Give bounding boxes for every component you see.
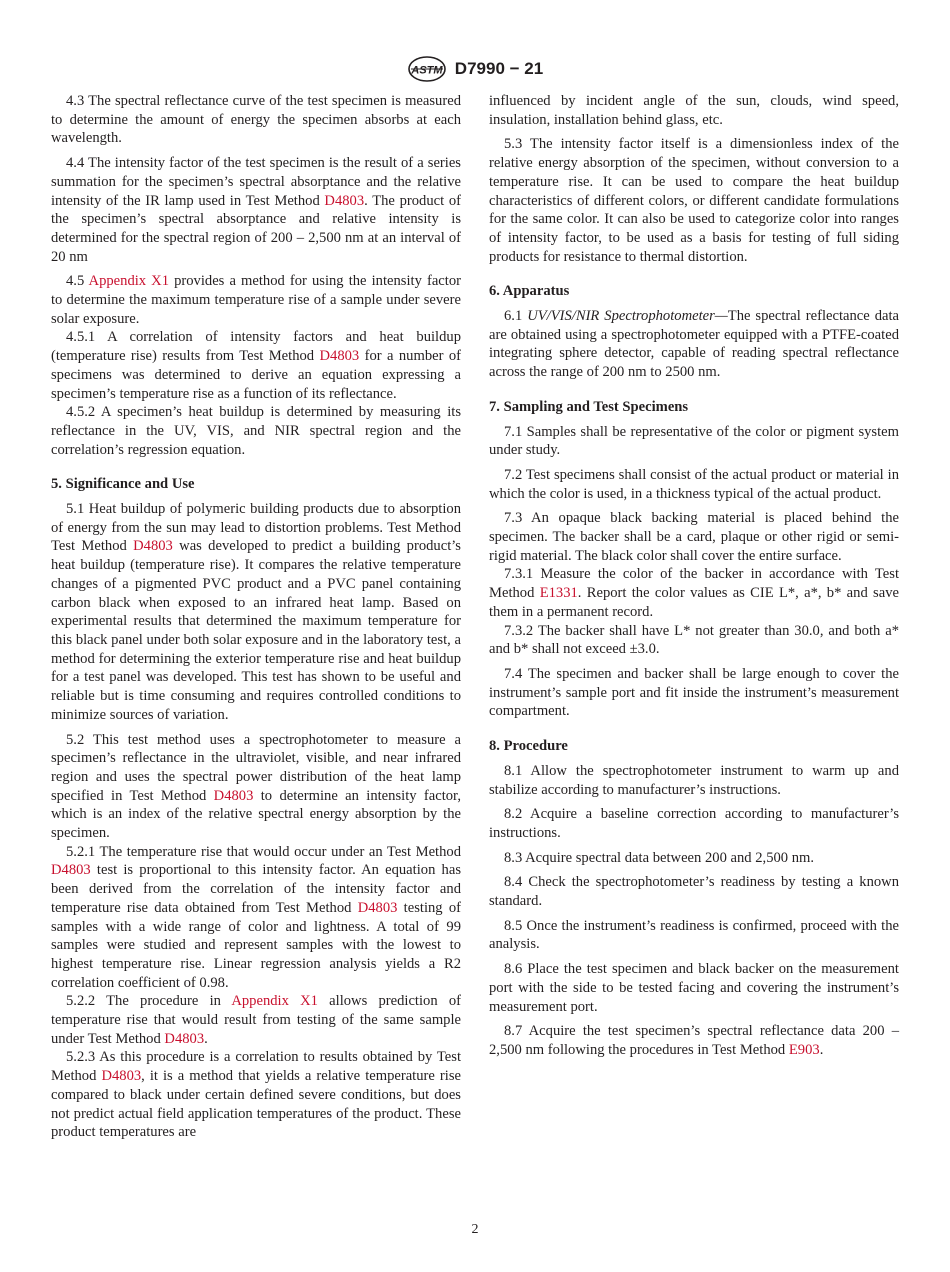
text-run: 8.7 Acquire the test specimen’s spectral reflectance data 200 – 2,500 nm following the procedures in Test Method — [489, 1023, 899, 1058]
reference-link-d4803[interactable]: D4803 — [164, 1030, 205, 1047]
text-run: 8.3 Acquire spectral data between 200 and 2,500 nm. — [504, 849, 815, 866]
astm-logo-text: ASTM — [411, 64, 443, 77]
paragraph — [51, 992, 461, 1048]
paragraph — [489, 1022, 899, 1059]
text-run: 5.2 This test method uses a spectrophotometer to measure a specimen’s reflectance in the ultraviolet, visible, and near infrared region and uses the spectral power distribution of the heat lamp specified in Test Method — [51, 731, 461, 804]
page-header — [0, 56, 950, 82]
text-run: 4.5 — [66, 273, 89, 290]
reference-link-d4803[interactable]: D4803 — [357, 899, 398, 916]
text-run: influenced by incident angle of the sun, clouds, wind speed, insulation, installation behind glass, etc. — [489, 93, 899, 128]
section-heading-6-apparatus: 6. Apparatus — [489, 283, 570, 300]
section-heading-8-procedure: 8. Procedure — [489, 738, 568, 755]
page-number: 2 — [471, 1222, 479, 1237]
paragraph — [489, 622, 899, 659]
text-run: 6.1 — [504, 308, 528, 325]
reference-link-d4803[interactable]: D4803 — [319, 348, 360, 365]
paragraph — [489, 762, 899, 799]
text-run: provides a method for using the intensity factor to determine the maximum temperature rise of a sample under severe solar exposure. — [51, 273, 461, 327]
text-run: to determine an intensity factor, which is an index of the relative spectral energy absorption by the specimen. — [51, 787, 461, 842]
reference-link-e1331[interactable]: E1331 — [539, 585, 578, 602]
paragraph — [51, 1048, 461, 1142]
paragraph — [489, 423, 899, 460]
document-number: D7990 − 21 — [454, 59, 544, 78]
text-run: . — [204, 1030, 208, 1047]
text-run: . Report the color values as CIE L*, a*, b* and save them in a permanent record. — [489, 585, 899, 620]
text-run: The spectral reflectance data are obtained using a spectrophotometer equipped with a PTFE-coated integrating sphere detector, capable of reading spectral reflectance across the range of 200 nm to 2500 nm. — [489, 308, 899, 381]
paragraph — [51, 92, 461, 148]
paragraph — [51, 500, 461, 724]
paragraph — [489, 873, 899, 910]
text-run: . The product of the specimen’s spectral absorptance and relative intensity is determined for the spectral region of 200 – 2,500 nm at an interval of 20 nm — [51, 192, 461, 265]
text-run: , it is a method that yields a relative temperature rise compared to black under certain defined severe conditions, but does not predict actual field application temperatures of the product. These product temperatures are — [51, 1068, 461, 1141]
paragraph — [489, 849, 899, 868]
reference-link-appendix-x1[interactable]: Appendix X1 — [88, 273, 170, 290]
text-run: 4.5.1 A correlation of intensity factors and heat buildup (temperature rise) results from Test Method — [51, 329, 461, 365]
paragraph — [51, 731, 461, 843]
reference-link-d4803[interactable]: D4803 — [51, 862, 91, 879]
text-run: allows prediction of temperature rise that would result from testing of the same sample under Test Method — [51, 993, 462, 1047]
text-run: 5.1 Heat buildup of polymeric building products due to absorption of energy from the sun may lead to distortion problems. Test Method Test Method — [51, 501, 461, 555]
paragraph — [489, 466, 899, 503]
text-run: 5.3 The intensity factor itself is a dimensionless index of the relative energy absorption of the specimen, without conversion to a temperature rise. It can be used to compare the heat buildup characteristics of different colors, or different candidate formulations for the same color. It can also be used to categorize color into ranges of intensity factor, to be used as a basis for testing of full siding products for resistance to thermal distortion. — [489, 136, 899, 265]
text-run: 5.2.1 The temperature rise that would occur under an Test Method — [66, 843, 461, 860]
paragraph — [51, 272, 461, 328]
reference-link-d4803[interactable]: D4803 — [324, 192, 365, 209]
text-run: 7.3 An opaque black backing material is placed behind the specimen. The backer shall be a card, plaque or other rigid or semi-rigid material. The black color shall cover the entire surface. — [489, 510, 899, 564]
text-run: 5.2.3 As this procedure is a correlation to results obtained by Test Method — [51, 1049, 461, 1085]
paragraph — [489, 960, 899, 1016]
term-italic: UV/VIS/NIR Spectrophotometer— — [527, 308, 728, 325]
text-run: 7.4 The specimen and backer shall be large enough to cover the instrument’s sample port and fit inside the instrument’s measurement compartment. — [489, 665, 899, 720]
paragraph — [51, 328, 461, 403]
paragraph — [489, 307, 899, 382]
text-run: 7.2 Test specimens shall consist of the actual product or material in which the color is used, in a thickness typical of the actual product. — [489, 466, 899, 502]
text-run: 8.4 Check the spectrophotometer’s readiness by testing a known standard. — [489, 874, 899, 910]
text-run: 7.1 Samples shall be representative of the color or pigment system under study. — [489, 423, 899, 459]
text-run: 8.6 Place the test specimen and black backer on the measurement port with the side to be tested facing and covering the instrument’s measurement port. — [489, 961, 899, 1015]
reference-link-d4803[interactable]: D4803 — [101, 1068, 142, 1085]
paragraph — [489, 135, 899, 266]
paragraph — [51, 843, 461, 993]
text-run: testing of samples with a wide range of color and lightness. A total of 99 samples were studied and represent samples with the lowest to highest temperature rise. Linear regression analysis yields a R2 correlation coefficient of 0.98. — [51, 899, 461, 991]
text-run: 4.5.2 A specimen’s heat buildup is determined by measuring its reflectance in the UV, VIS, and NIR spectral region and the correlation’s regression equation. — [51, 404, 461, 458]
left-column — [51, 92, 461, 1142]
text-run: test is proportional to this intensity factor. An equation has been derived from the correlation of the intensity factor and temperature rise data obtained from Test Method — [51, 862, 461, 916]
text-run: 8.1 Allow the spectrophotometer instrument to warm up and stabilize according to manufacturer’s instructions. — [489, 762, 899, 798]
section-heading-5-significance-and-use: 5. Significance and Use — [51, 476, 195, 493]
text-run: 7.3.2 The backer shall have L* not greater than 30.0, and both a* and b* shall not exceed ±3.0. — [489, 622, 899, 658]
paragraph — [489, 92, 899, 129]
astm-logo-icon — [407, 56, 447, 82]
paragraph — [51, 154, 461, 266]
paragraph — [51, 403, 461, 459]
paragraph — [489, 565, 899, 621]
text-run: 4.3 The spectral reflectance curve of the test specimen is measured to determine the amount of energy the specimen absorbs at each wavelength. — [51, 93, 461, 147]
section-heading-7-sampling-and-test-specimens: 7. Sampling and Test Specimens — [489, 398, 689, 415]
reference-link-appendix-x1[interactable]: Appendix X1 — [231, 993, 318, 1010]
right-column — [489, 92, 899, 1060]
text-run: 8.2 Acquire a baseline correction according to manufacturer’s instructions. — [489, 806, 899, 841]
text-run: 4.4 The intensity factor of the test specimen is the result of a series summation for the specimen’s spectral absorptance and the relative intensity of the IR lamp used in Test Method — [51, 155, 461, 209]
paragraph — [489, 665, 899, 721]
reference-link-d4803[interactable]: D4803 — [213, 787, 254, 804]
reference-link-d4803[interactable]: D4803 — [133, 538, 173, 555]
paragraph — [489, 509, 899, 565]
text-run: 8.5 Once the instrument’s readiness is confirmed, proceed with the analysis. — [489, 917, 899, 953]
text-run: for a number of specimens was determined to derive an equation expressing a specimen’s temperature rise as a function of its reflectance. — [51, 348, 462, 402]
text-run: 5.2.2 The procedure in — [66, 993, 232, 1010]
text-run: 7.3.1 Measure the color of the backer in accordance with Test Method — [489, 566, 899, 602]
paragraph — [489, 917, 899, 954]
text-run: was developed to predict a building product’s heat buildup (temperature rise). It compares the relative temperature changes of a pigmented PVC product and a PVC panel containing carbon black when exposed to an infrared heat lamp. Based on experimental results that determined the maximum temperature for this black panel under both solar exposure and in the laboratory test, a method for determining the exterior temperature rise and heat buildup for a test panel was developed. This test has shown to be useful and reliable but is time consuming and requires controlled conditions to minimize sources of variation. — [51, 538, 461, 723]
reference-link-e903[interactable]: E903 — [788, 1041, 820, 1058]
paragraph — [489, 805, 899, 842]
text-run: . — [819, 1041, 824, 1058]
